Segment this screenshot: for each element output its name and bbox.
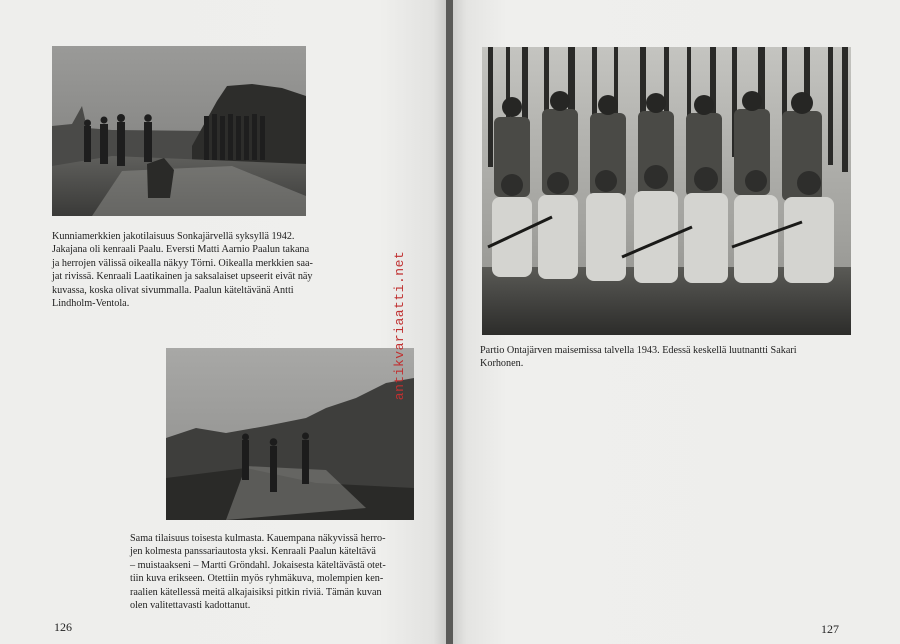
caption-line: olen valitettavasti kadottanut.: [130, 600, 251, 612]
caption-top: [52, 230, 392, 310]
caption-line: Jakajana oli kenraali Paalu. Eversti Matti Aarnio Paalun takana: [52, 244, 310, 256]
caption-line: kuvassa, koska olivat sivummalla. Paalun käteltävänä Antti: [52, 284, 294, 296]
caption-line: Partio Ontajärven maisemissa talvella 1943. Edessä keskellä luutnantti Sakari: [480, 345, 797, 356]
caption-bottom: [130, 532, 420, 612]
photo-patrol-group: [482, 47, 851, 335]
caption-right: [480, 344, 880, 371]
watermark: [391, 240, 409, 410]
right-page: [453, 0, 900, 644]
caption-line: jat rivissä. Kenraali Laatikainen ja saksalaiset upseerit eivät näy: [52, 271, 313, 283]
photo-ceremony-bottom: [166, 348, 414, 520]
caption-line: Sama tilaisuus toisesta kulmasta. Kauempana näkyvissä herro-: [130, 533, 386, 544]
caption-line: jen kolmesta panssariautosta yksi. Kenraali Paalun käteltävä: [130, 546, 376, 558]
left-page: [0, 0, 447, 644]
photo-ceremony-top: [52, 46, 306, 216]
caption-line: ja herrojen välissä oikealla näkyy Törni. Oikealla merkkien saa-: [52, 257, 313, 269]
caption-line: raalien kätellessä meitä alkajaisiksi pitkin riviä. Tämän kuvan: [130, 586, 382, 598]
caption-line: – muistaakseni – Martti Gröndahl. Jokaisesta käteltävästä otet-: [130, 559, 386, 571]
page-number-left: 126: [54, 620, 72, 634]
page-number-right: 127: [821, 622, 839, 636]
watermark-text: antikvariaatti.net: [392, 250, 408, 400]
caption-line: Kunniamerkkien jakotilaisuus Sonkajärvellä syksyllä 1942.: [52, 231, 295, 242]
caption-line: Lindholm-Ventola.: [52, 298, 130, 310]
caption-line: Korhonen.: [480, 358, 524, 370]
caption-line: tiin kuva erikseen. Otettiin myös ryhmäkuva, molempien ken-: [130, 573, 384, 585]
